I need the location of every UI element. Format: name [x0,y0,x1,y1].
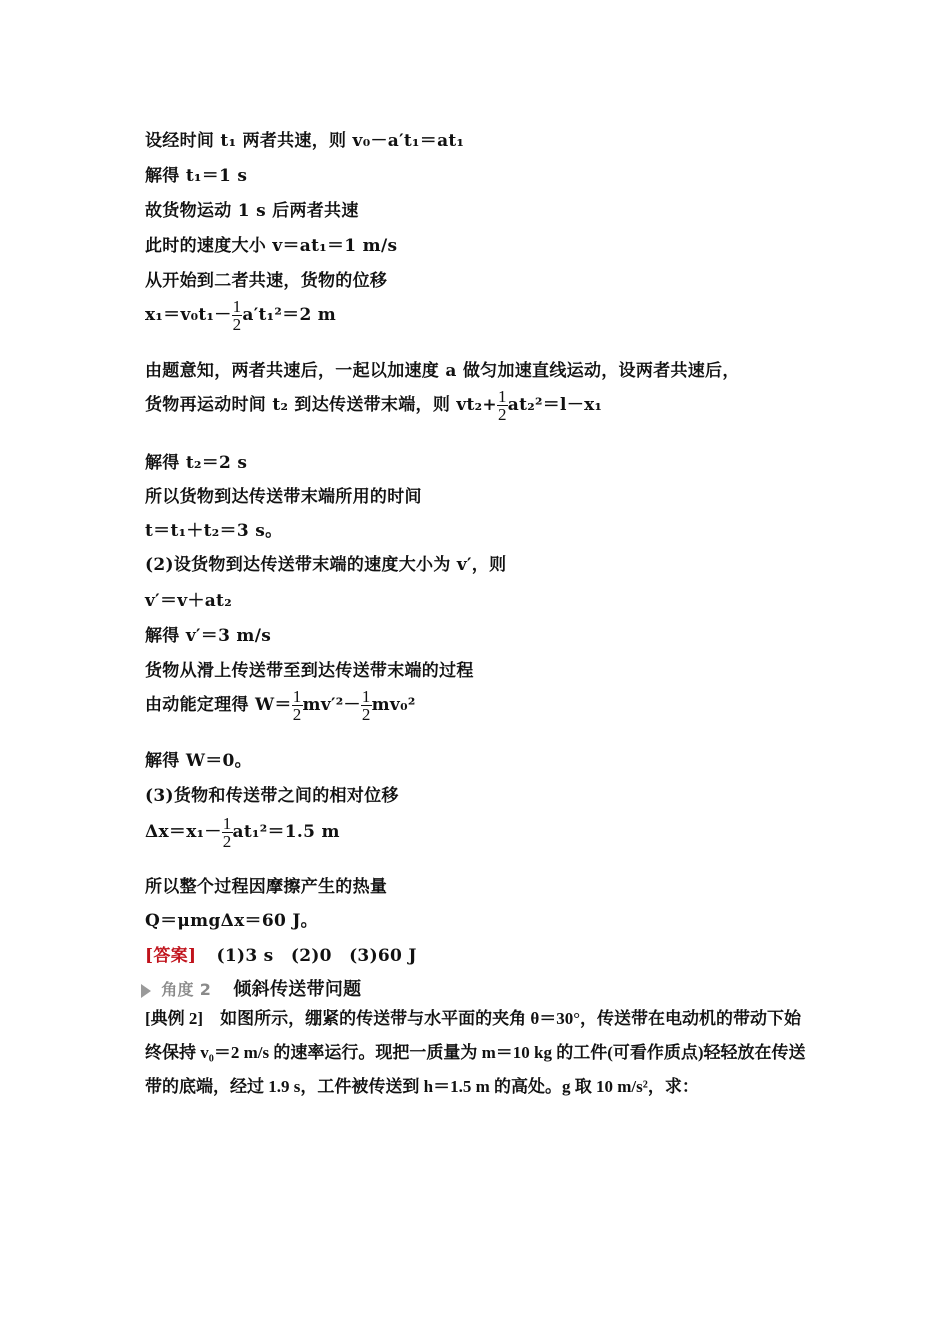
example-paragraph: [典例 2] 如图所示，绷紧的传送带与水平面的夹角 θ＝30°，传送带在电动机的带动下始终保持 v₀＝2 m/s 的速率运行。现把一质量为 m＝10 kg 的工件(可看作质点)轻轻放在传送带的底端，经过 1.9 s，工件被传送到 h＝1.5 m 的高处。g 取 10 m/s²，求： [145,1009,806,1096]
line-10: 所以货物到达传送带末端所用的时间 [145,487,422,507]
line-5: 从开始到二者共速，货物的位移 [145,271,388,291]
line-6-displacement [145,298,336,333]
eq-post: a′t₁²＝2 m [242,305,337,325]
line-11: t＝t₁＋t₂＝3 s。 [145,521,283,541]
answer-text: (1)3 s (2)0 (3)60 J [216,946,417,966]
line-17: 解得 W＝0。 [145,751,252,771]
eq-post: at₂²＝l－x₁ [507,395,603,415]
eq-mid: mv′²－ [302,695,361,715]
fraction-half: $\frac{1}{2}$ [222,814,232,851]
line-7: 由题意知，两者共速后，一起以加速度 a 做匀加速直线运动，设两者共速后， [145,361,740,381]
line-19-relative-displacement [145,815,340,850]
answer-tag: [答案] [145,946,197,966]
line-16-kinetic-energy [145,688,416,723]
eq-pre: x₁＝v₀t₁－ [145,305,232,325]
fraction-half: $\frac{1}{2}$ [361,687,371,724]
line-8 [145,388,602,423]
fraction-half: $\frac{1}{2}$ [292,687,302,724]
line-3: 故货物运动 1 s 后两者共速 [145,201,359,221]
line-1: 设经时间 t₁ 两者共速，则 v₀－a′t₁＝at₁ [145,131,465,151]
line-4: 此时的速度大小 v＝at₁＝1 m/s [145,236,398,256]
line-13: v′＝v＋at₂ [145,591,232,611]
line-20: 所以整个过程因摩擦产生的热量 [145,877,388,897]
answer-line [145,941,417,966]
line-12: (2)设货物到达传送带末端的速度大小为 v′，则 [145,555,507,575]
eq-pre: 由动能定理得 W＝ [145,695,292,715]
line-18: (3)货物和传送带之间的相对位移 [145,786,399,806]
fraction-half: $\frac{1}{2}$ [497,387,507,424]
eq-post: at₁²＝1.5 m [232,822,340,842]
line-15: 货物从滑上传送带至到达传送带末端的过程 [145,661,474,681]
line-9: 解得 t₂＝2 s [145,453,248,473]
fraction-half: $\frac{1}{2}$ [232,297,242,334]
eq-pre: 货物再运动时间 t₂ 到达传送带末端，则 vt₂+ [145,395,497,415]
eq-pre: Δx＝x₁－ [145,822,222,842]
angle-heading [141,975,361,1001]
angle-tag: 角度 2 [161,980,212,999]
line-2: 解得 t₁＝1 s [145,166,248,186]
eq-post: mv₀² [371,695,416,715]
section-title: 倾斜传送带问题 [233,979,362,1000]
line-21: Q＝μmgΔx＝60 J。 [145,911,318,931]
line-14: 解得 v′＝3 m/s [145,626,272,646]
triangle-marker-icon [141,984,151,998]
